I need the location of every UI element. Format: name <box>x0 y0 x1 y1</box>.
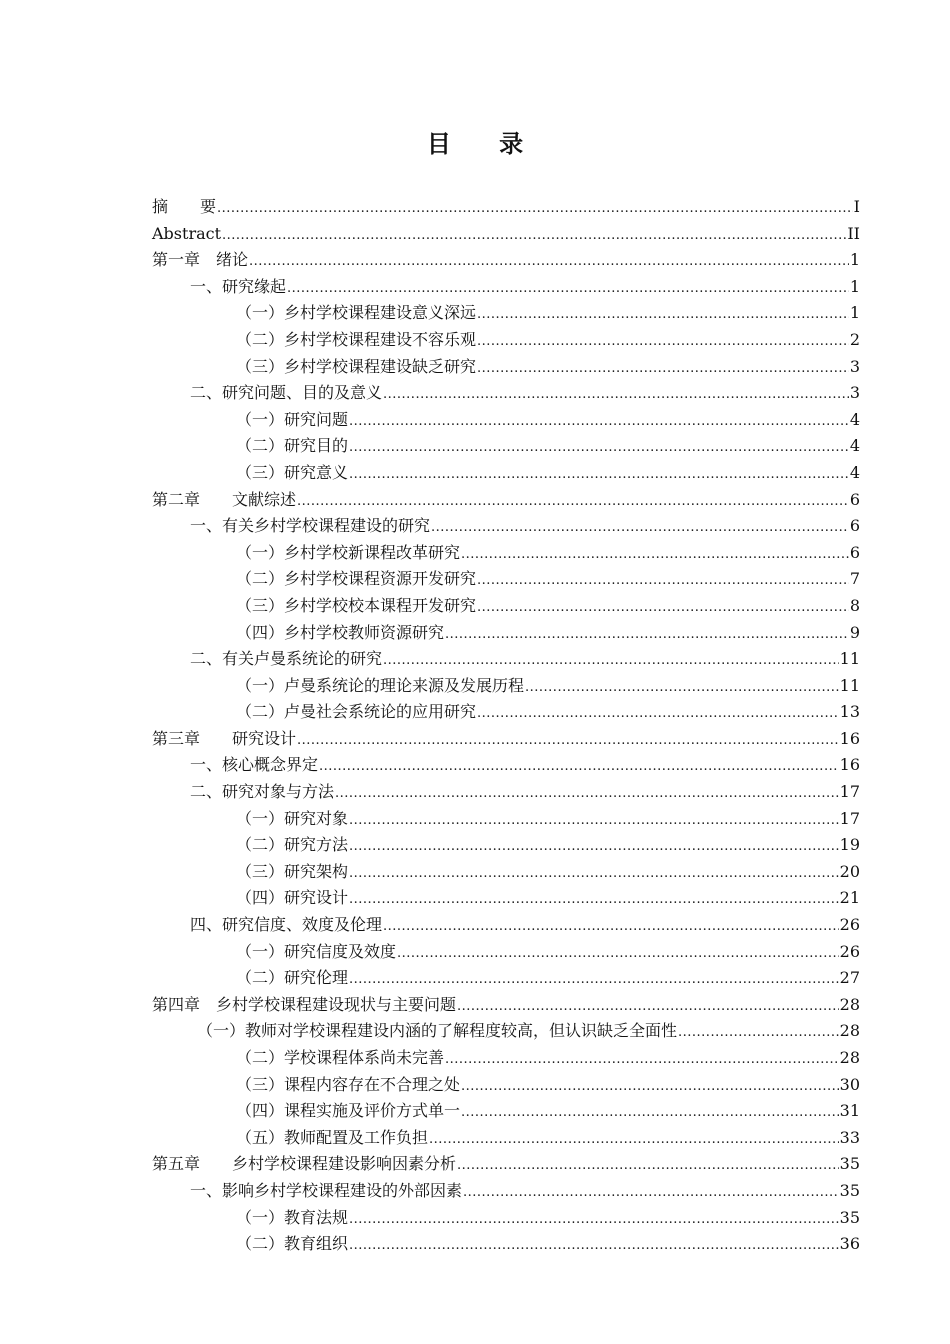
toc-dot-leader <box>477 701 839 728</box>
toc-dot-leader <box>349 887 839 914</box>
toc-entry[interactable] <box>152 487 860 514</box>
toc-entry[interactable] <box>152 593 860 620</box>
toc-entry[interactable] <box>152 752 860 779</box>
toc-entry-label: （二）乡村学校课程建设不容乐观 <box>236 329 477 349</box>
toc-dot-leader <box>383 914 839 941</box>
toc-entry-label: 第五章 乡村学校课程建设影响因素分析 <box>152 1154 457 1174</box>
toc-dot-leader <box>445 622 849 649</box>
toc-entry-page: 11 <box>839 675 860 695</box>
table-of-contents <box>152 194 860 1258</box>
toc-entry[interactable] <box>152 1151 860 1178</box>
toc-entry[interactable] <box>152 433 860 460</box>
toc-dot-leader <box>461 542 849 569</box>
toc-entry-label: 一、核心概念界定 <box>190 755 319 775</box>
toc-dot-leader <box>349 462 849 489</box>
toc-entry-page: 20 <box>839 861 860 881</box>
toc-entry-page: 6 <box>849 516 860 536</box>
toc-entry-label: （一）教育法规 <box>236 1207 349 1227</box>
toc-dot-leader <box>249 249 849 276</box>
toc-entry-label: （一）教师对学校课程建设内涵的了解程度较高，但认识缺乏全面性 <box>197 1021 678 1041</box>
toc-entry-label: 一、有关乡村学校课程建设的研究 <box>190 516 431 536</box>
toc-entry-page: 28 <box>839 1021 860 1041</box>
toc-entry-label: （四）乡村学校教师资源研究 <box>236 622 445 642</box>
toc-entry-page: 4 <box>849 462 860 482</box>
toc-entry-page: 1 <box>849 303 860 323</box>
toc-dot-leader <box>319 754 839 781</box>
toc-dot-leader <box>349 808 839 835</box>
toc-entry[interactable] <box>152 407 860 434</box>
toc-entry-page: 4 <box>849 436 860 456</box>
toc-entry-label: 第四章 乡村学校课程建设现状与主要问题 <box>152 994 457 1014</box>
toc-entry-label: （一）研究信度及效度 <box>236 941 397 961</box>
toc-entry-label: （二）乡村学校课程资源开发研究 <box>236 569 477 589</box>
toc-entry-page: 16 <box>839 755 860 775</box>
toc-entry-label: 二、研究对象与方法 <box>190 782 335 802</box>
toc-dot-leader <box>217 196 853 223</box>
toc-dot-leader <box>349 967 839 994</box>
toc-entry-label: （四）研究设计 <box>236 888 349 908</box>
toc-dot-leader <box>477 356 849 383</box>
toc-entry[interactable] <box>152 779 860 806</box>
toc-entry[interactable] <box>152 1018 860 1045</box>
toc-dot-leader <box>287 276 849 303</box>
toc-entry-page: 21 <box>839 888 860 908</box>
toc-entry[interactable] <box>152 566 860 593</box>
toc-entry-page: I <box>853 197 860 216</box>
toc-dot-leader <box>463 1180 839 1207</box>
toc-entry-label: 第三章 研究设计 <box>152 728 297 748</box>
toc-entry-page: 35 <box>839 1207 860 1227</box>
toc-entry[interactable] <box>152 513 860 540</box>
toc-entry-label: （二）教育组织 <box>236 1234 349 1254</box>
toc-entry-label: （一）研究问题 <box>236 409 349 429</box>
toc-entry-page: 9 <box>849 622 860 642</box>
toc-dot-leader <box>525 675 839 702</box>
toc-entry-page: 3 <box>849 383 860 403</box>
toc-entry[interactable] <box>152 1205 860 1232</box>
toc-entry-label: 一、影响乡村学校课程建设的外部因素 <box>190 1180 463 1200</box>
toc-entry[interactable] <box>152 1072 860 1099</box>
page-title: 目 录 <box>426 130 544 158</box>
toc-entry-page: 33 <box>839 1127 860 1147</box>
toc-entry-page: 35 <box>839 1180 860 1200</box>
toc-entry-page: 17 <box>839 782 860 802</box>
toc-entry[interactable] <box>152 673 860 700</box>
toc-entry-label: （三）课程内容存在不合理之处 <box>236 1074 461 1094</box>
toc-entry[interactable] <box>152 726 860 753</box>
toc-dot-leader <box>477 595 849 622</box>
toc-entry-label: 四、研究信度、效度及伦理 <box>190 915 383 935</box>
toc-entry-page: 16 <box>839 728 860 748</box>
toc-dot-leader <box>222 223 846 250</box>
toc-entry-page: 35 <box>839 1154 860 1174</box>
toc-entry-label: （二）卢曼社会系统论的应用研究 <box>236 702 477 722</box>
toc-entry[interactable] <box>152 806 860 833</box>
toc-entry[interactable] <box>152 832 860 859</box>
toc-entry-label: 二、研究问题、目的及意义 <box>190 383 383 403</box>
toc-dot-leader <box>335 781 839 808</box>
toc-entry-label: （三）研究意义 <box>236 462 349 482</box>
toc-dot-leader <box>397 941 839 968</box>
toc-entry[interactable] <box>152 965 860 992</box>
toc-dot-leader <box>445 1047 839 1074</box>
toc-entry-page: 13 <box>839 702 860 722</box>
toc-entry-page: 26 <box>839 915 860 935</box>
toc-entry[interactable] <box>152 1125 860 1152</box>
toc-entry-page: 4 <box>849 409 860 429</box>
toc-dot-leader <box>477 329 849 356</box>
toc-entry-page: 1 <box>849 250 860 270</box>
toc-entry-label: （二）学校课程体系尚未完善 <box>236 1048 445 1067</box>
toc-dot-leader <box>431 515 849 542</box>
toc-entry[interactable] <box>152 380 860 407</box>
toc-entry[interactable] <box>152 1098 860 1125</box>
toc-dot-leader <box>349 1207 839 1234</box>
toc-entry[interactable] <box>152 1178 860 1205</box>
toc-entry-label: 第二章 文献综述 <box>152 489 297 509</box>
toc-entry[interactable] <box>152 221 860 248</box>
toc-dot-leader <box>477 302 849 329</box>
toc-dot-leader <box>678 1020 839 1047</box>
toc-entry-label: （三）乡村学校课程建设缺乏研究 <box>236 356 477 376</box>
toc-entry-page: 6 <box>849 489 860 509</box>
toc-dot-leader <box>297 489 849 516</box>
toc-dot-leader <box>349 1233 839 1260</box>
toc-entry[interactable] <box>152 540 860 567</box>
toc-entry-label: （一）乡村学校课程建设意义深远 <box>236 303 477 323</box>
toc-dot-leader <box>477 568 849 595</box>
toc-entry-label: 一、研究缘起 <box>190 276 287 296</box>
toc-entry-page: 7 <box>849 569 860 589</box>
toc-entry-page: 30 <box>839 1074 860 1094</box>
toc-dot-leader <box>461 1100 839 1127</box>
toc-dot-leader <box>349 409 849 436</box>
toc-entry[interactable] <box>152 354 860 381</box>
toc-entry-label: （四）课程实施及评价方式单一 <box>236 1101 461 1121</box>
toc-entry[interactable] <box>152 646 860 673</box>
toc-entry-page: II <box>847 223 860 243</box>
toc-entry-label: （二）研究目的 <box>236 436 349 456</box>
toc-entry[interactable] <box>152 1231 860 1258</box>
toc-dot-leader <box>349 435 849 462</box>
toc-entry[interactable] <box>152 247 860 274</box>
toc-entry[interactable] <box>152 699 860 726</box>
toc-dot-leader <box>457 994 839 1021</box>
toc-entry[interactable] <box>152 992 860 1019</box>
toc-entry-page: 3 <box>849 356 860 376</box>
toc-dot-leader <box>461 1074 839 1101</box>
toc-entry[interactable] <box>152 939 860 966</box>
toc-entry-page: 26 <box>839 941 860 961</box>
toc-entry-label: （一）卢曼系统论的理论来源及发展历程 <box>236 675 525 695</box>
toc-entry-label: 二、有关卢曼系统论的研究 <box>190 649 383 669</box>
toc-entry-label: （二）研究方法 <box>236 835 349 855</box>
toc-dot-leader <box>349 834 839 861</box>
toc-entry[interactable] <box>152 1045 860 1072</box>
toc-entry-page: 11 <box>839 649 860 669</box>
toc-dot-leader <box>457 1153 839 1180</box>
toc-entry-label: （一）乡村学校新课程改革研究 <box>236 542 461 562</box>
toc-entry[interactable] <box>152 327 860 354</box>
toc-entry-page: 1 <box>849 276 860 296</box>
toc-entry[interactable] <box>152 859 860 886</box>
toc-entry-label: 第一章 绪论 <box>152 250 249 270</box>
toc-entry-label: （三）乡村学校校本课程开发研究 <box>236 595 477 615</box>
toc-entry[interactable] <box>152 460 860 487</box>
toc-entry[interactable] <box>152 885 860 912</box>
toc-entry-label: （三）研究架构 <box>236 861 349 881</box>
toc-dot-leader <box>349 861 839 888</box>
toc-entry-page: 27 <box>839 968 860 988</box>
toc-dot-leader <box>383 648 839 675</box>
toc-entry[interactable] <box>152 274 860 301</box>
toc-dot-leader <box>383 382 849 409</box>
toc-entry[interactable] <box>152 300 860 327</box>
toc-entry-page: 28 <box>839 994 860 1014</box>
toc-entry-page: 19 <box>839 835 860 855</box>
toc-entry[interactable] <box>152 912 860 939</box>
toc-entry-page: 8 <box>849 595 860 615</box>
toc-entry-page: 31 <box>839 1101 860 1121</box>
toc-entry-page: 6 <box>849 542 860 562</box>
toc-entry[interactable] <box>152 194 860 221</box>
toc-entry-label: Abstract <box>152 223 222 243</box>
toc-entry-label: 摘 要 <box>152 197 217 216</box>
toc-entry-page: 28 <box>839 1048 860 1067</box>
toc-entry-label: （五）教师配置及工作负担 <box>236 1127 429 1147</box>
toc-entry-page: 36 <box>839 1234 860 1254</box>
toc-dot-leader <box>297 728 839 755</box>
toc-entry-page: 2 <box>849 329 860 349</box>
toc-entry-page: 17 <box>839 808 860 828</box>
toc-entry[interactable] <box>152 620 860 647</box>
toc-dot-leader <box>429 1127 839 1154</box>
toc-entry-label: （一）研究对象 <box>236 808 349 828</box>
toc-entry-label: （二）研究伦理 <box>236 968 349 988</box>
